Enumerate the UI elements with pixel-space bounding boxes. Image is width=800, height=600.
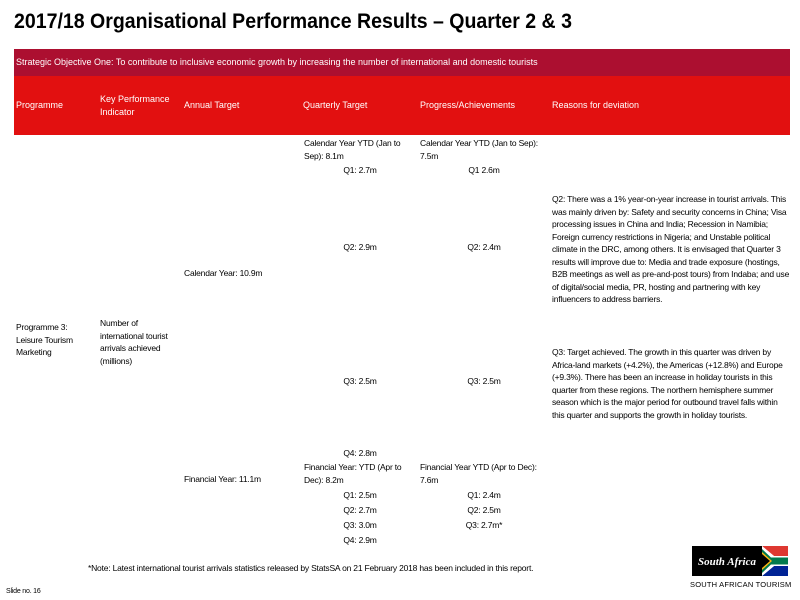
strategic-objective-banner: Strategic Objective One: To contribute to inclusive economic growth by increasing the number of international and domestic tourists (14, 49, 790, 76)
slide-number: Slide no. 16 (6, 588, 41, 595)
flag-icon (762, 546, 788, 576)
header-annual-target: Annual Target (184, 100, 240, 110)
header-progress: Progress/Achievements (420, 100, 516, 110)
header-programme: Programme (16, 100, 64, 110)
financial-progress-ytd: Financial Year YTD (Apr to Dec): 7.6m (420, 462, 537, 485)
financial-q1-target: Q1: 2.5m (343, 490, 377, 500)
calendar-q3-target: Q3: 2.5m (343, 376, 377, 386)
financial-q2-target: Q2: 2.7m (343, 505, 377, 515)
calendar-q2-target: Q2: 2.9m (343, 242, 377, 252)
table-header (14, 76, 790, 135)
calendar-progress-ytd: Calendar Year YTD (Jan to Sep): 7.5m (420, 138, 538, 161)
calendar-q4-target: Q4: 2.8m (343, 448, 377, 458)
calendar-annual-target: Calendar Year: 10.9m (184, 268, 263, 278)
financial-q3-target: Q3: 3.0m (343, 520, 377, 530)
calendar-q1-target: Q1: 2.7m (343, 165, 377, 175)
header-reasons: Reasons for deviation (552, 100, 640, 110)
financial-q3-progress: Q3: 2.7m* (465, 520, 503, 530)
header-kpi: Key Performance Indicator (100, 94, 170, 117)
page-title: 2017/18 Organisational Performance Results – Quarter 2 & 3 (14, 10, 572, 33)
reason-q3: Q3: Target achieved. The growth in this quarter was driven by Africa-land markets (+4.2%), the Americas (+12.8%) and Europe (+9.3%). There has been an increase in holiday tourists in this quarter from these regions. The northern hemisphere summer season which is the major period for outbound travel falls within this quarter and supports the growth in holiday tourists. (552, 347, 783, 420)
financial-annual-target: Financial Year: 11.1m (184, 474, 261, 484)
calendar-q1-progress: Q1 2.6m (468, 165, 500, 175)
calendar-quarterly-ytd: Calendar Year YTD (Jan to Sep): 8.1m (304, 138, 401, 161)
financial-quarterly-ytd: Financial Year: YTD (Apr to Dec): 8.2m (304, 462, 402, 485)
calendar-q3-progress: Q3: 2.5m (467, 376, 501, 386)
programme-name: Programme 3: Leisure Tourism Marketing (16, 322, 73, 357)
reason-q2: Q2: There was a 1% year-on-year increase in tourist arrivals. This was mainly driven by: Safety and security concerns in China; Visa processing issues in China and India; Recession in Namibia; Foreign currency restrictions in Nigeria; and Unstable political climate in the DRC, among others. It is envisaged that Quarter 3 results will improve due to: Media and trade exposure (hostings, B2B meetings as well as pre-and-post tours) from Indaba; and use of digital/social media, PR, hosting and partnering with key influencers to address barriers. (552, 194, 790, 304)
header-quarterly-target: Quarterly Target (303, 100, 368, 110)
financial-q1-progress: Q1: 2.4m (467, 490, 501, 500)
logo-wordmark: South Africa (698, 556, 756, 568)
south-africa-logo (692, 546, 788, 576)
financial-q2-progress: Q2: 2.5m (467, 505, 501, 515)
kpi-text: Number of international tourist arrivals achieved (millions) (100, 318, 168, 366)
footnote: *Note: Latest international tourist arrivals statistics released by StatsSA on 21 February 2018 has been included in this report. (88, 563, 534, 573)
calendar-q2-progress: Q2: 2.4m (467, 242, 501, 252)
financial-q4-target: Q4: 2.9m (343, 535, 377, 545)
logo-tagline: SOUTH AFRICAN TOURISM (690, 580, 792, 589)
